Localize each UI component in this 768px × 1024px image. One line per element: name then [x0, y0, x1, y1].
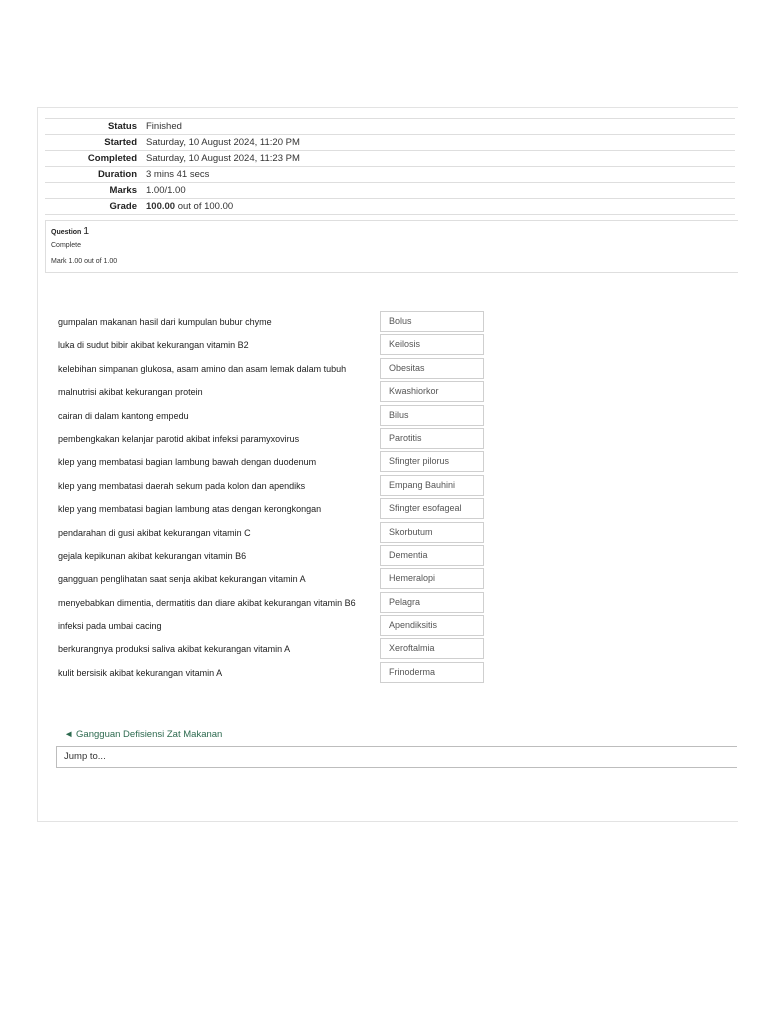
- match-stem: menyebabkan dimentia, dermatitis dan diare akibat kekurangan vitamin B6: [58, 597, 356, 608]
- summary-value: [146, 199, 735, 215]
- summary-label: Status: [107, 121, 137, 132]
- match-stem: kelebihan simpanan glukosa, asam amino dan asam lemak dalam tubuh: [58, 363, 347, 374]
- question-number: [51, 225, 89, 237]
- question-grade: Mark 1.00 out of 1.00: [51, 258, 118, 265]
- match-stem: malnutrisi akibat kekurangan protein: [58, 387, 203, 398]
- summary-row: [45, 199, 735, 215]
- match-stem: kulit bersisik akibat kekurangan vitamin A: [58, 667, 223, 678]
- summary-value: Finished: [146, 121, 182, 132]
- question-label: Question: [51, 229, 82, 236]
- match-answer-select[interactable]: Apendiksitis: [380, 615, 484, 636]
- match-answer-select[interactable]: Hemeralopi: [380, 568, 484, 589]
- attempt-summary-table: [45, 118, 735, 215]
- match-stem: gangguan penglihatan saat senja akibat kekurangan vitamin A: [58, 574, 306, 585]
- match-answer-select[interactable]: Sfingter esofageal: [380, 498, 484, 519]
- summary-row: [45, 119, 735, 135]
- match-answer-select[interactable]: Bilus: [380, 405, 484, 426]
- summary-row: [45, 167, 735, 183]
- match-row: [58, 567, 498, 590]
- match-stem: pendarahan di gusi akibat kekurangan vitamin C: [58, 527, 251, 538]
- match-answer-select[interactable]: Frinoderma: [380, 662, 484, 683]
- match-answer-select[interactable]: Empang Bauhini: [380, 475, 484, 496]
- match-row: [58, 614, 498, 637]
- match-row: [58, 474, 498, 497]
- matching-question-list: [58, 310, 498, 684]
- match-row: [58, 404, 498, 427]
- summary-value: Saturday, 10 August 2024, 11:20 PM: [146, 137, 300, 148]
- summary-row: [45, 151, 735, 167]
- match-row: [58, 380, 498, 403]
- match-stem: gejala kepikunan akibat kekurangan vitamin B6: [58, 550, 247, 561]
- question-state: Complete: [51, 242, 81, 249]
- match-stem: gumpalan makanan hasil dari kumpulan bubur chyme: [58, 317, 272, 327]
- match-answer-select[interactable]: Keilosis: [380, 334, 484, 355]
- match-row: [58, 427, 498, 450]
- match-answer-select[interactable]: Dementia: [380, 545, 484, 566]
- match-stem: pembengkakan kelanjar parotid akibat infeksi paramyxovirus: [58, 433, 300, 444]
- match-stem: klep yang membatasi bagian lambung atas dengan kerongkongan: [58, 504, 322, 515]
- match-stem: infeksi pada umbai cacing: [58, 621, 162, 632]
- match-stem: klep yang membatasi bagian lambung bawah dengan duodenum: [58, 457, 317, 468]
- summary-label: Started: [104, 137, 137, 148]
- match-stem: klep yang membatasi daerah sekum pada kolon dan apendiks: [58, 480, 306, 491]
- match-row: [58, 591, 498, 614]
- summary-value: 3 mins 41 secs: [146, 169, 210, 180]
- match-row: [58, 310, 498, 333]
- grade-out-of: out of 100.00: [175, 201, 234, 212]
- summary-label: Grade: [109, 201, 137, 212]
- match-row: [58, 497, 498, 520]
- match-row: [58, 661, 498, 684]
- match-answer-select[interactable]: Skorbutum: [380, 522, 484, 543]
- summary-value: Saturday, 10 August 2024, 11:23 PM: [146, 153, 300, 164]
- summary-row: [45, 135, 735, 151]
- match-stem: berkurangnya produksi saliva akibat kekurangan vitamin A: [58, 644, 291, 655]
- summary-label: Marks: [109, 185, 137, 196]
- jump-to-select[interactable]: Jump to...: [56, 746, 737, 768]
- summary-label: Completed: [87, 153, 137, 164]
- match-stem: cairan di dalam kantong empedu: [58, 410, 189, 421]
- match-answer-select[interactable]: Xeroftalmia: [380, 638, 484, 659]
- match-answer-select[interactable]: Sfingter pilorus: [380, 451, 484, 472]
- summary-value: 1.00/1.00: [146, 185, 186, 196]
- match-row: [58, 544, 498, 567]
- question-info: [45, 220, 738, 273]
- match-answer-select[interactable]: Obesitas: [380, 358, 484, 379]
- match-answer-select[interactable]: Parotitis: [380, 428, 484, 449]
- grade-score: 100.00: [146, 201, 176, 212]
- match-row: [58, 333, 498, 356]
- summary-row: [45, 183, 735, 199]
- question-number-value: 1: [83, 225, 90, 237]
- match-stem: luka di sudut bibir akibat kekurangan vitamin B2: [58, 340, 249, 351]
- match-row: [58, 637, 498, 660]
- summary-label: Duration: [97, 169, 137, 180]
- match-row: [58, 521, 498, 544]
- match-row: [58, 357, 498, 380]
- match-answer-select[interactable]: Bolus: [380, 311, 484, 332]
- match-row: [58, 450, 498, 473]
- match-answer-select[interactable]: Kwashiorkor: [380, 381, 484, 402]
- previous-activity-link[interactable]: ◄ Gangguan Defisiensi Zat Makanan: [64, 729, 223, 740]
- match-answer-select[interactable]: Pelagra: [380, 592, 484, 613]
